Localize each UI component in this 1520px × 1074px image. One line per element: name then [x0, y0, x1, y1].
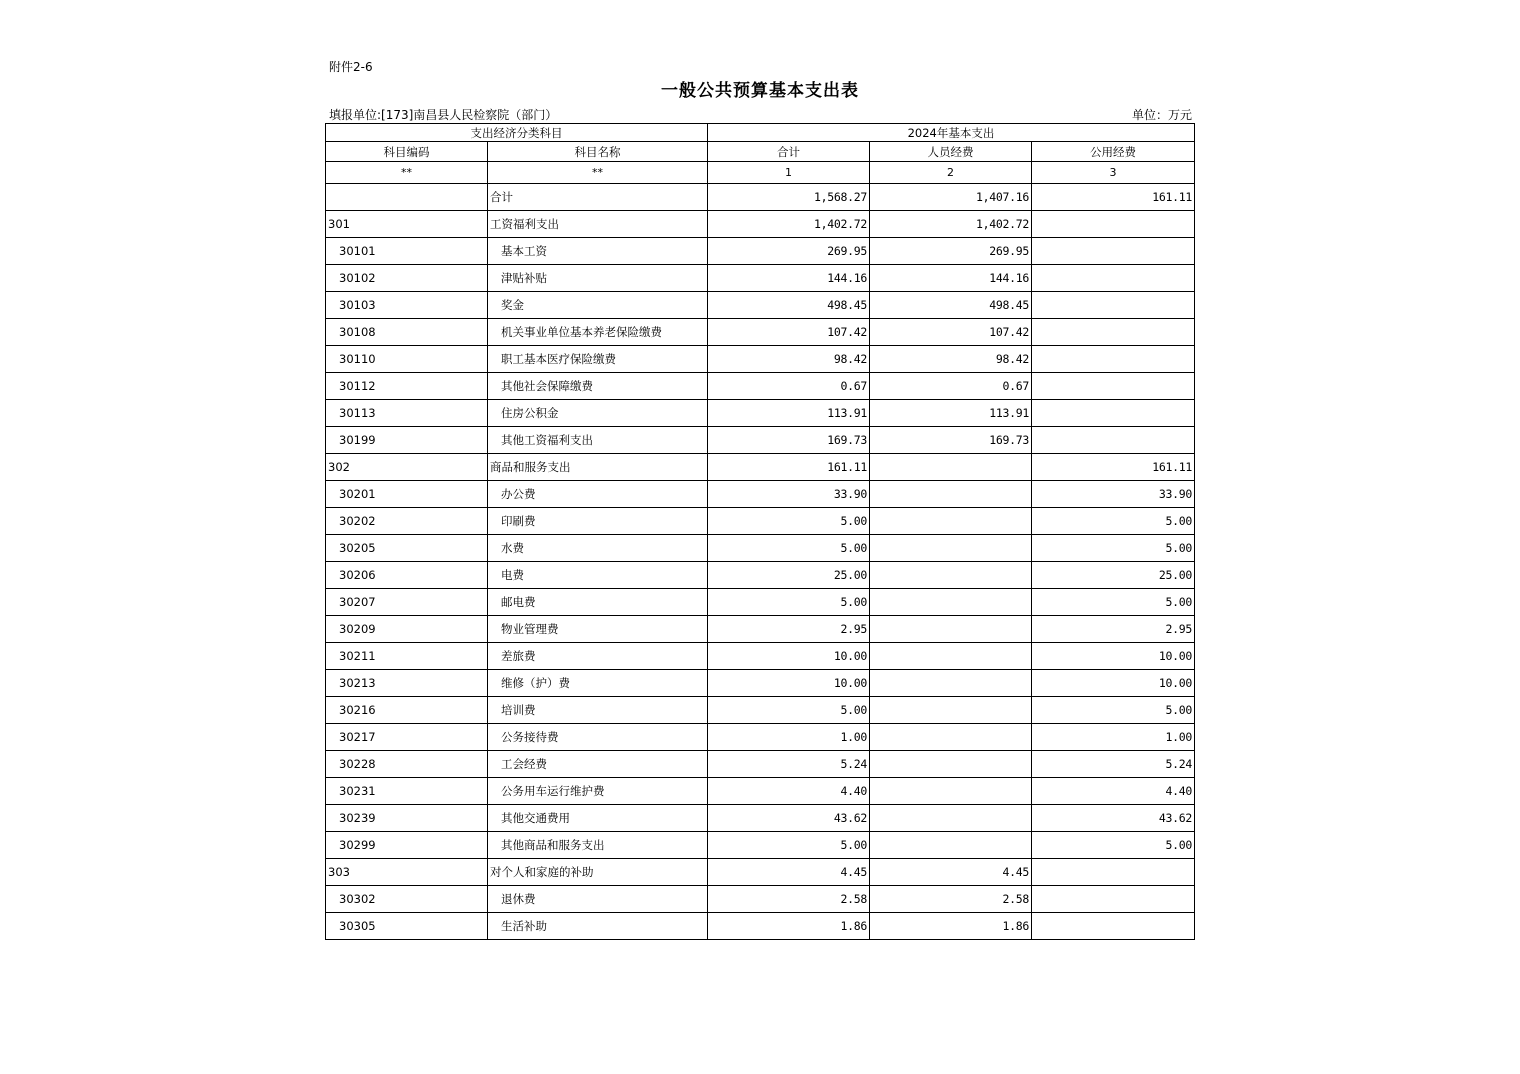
- cell-total: 1,568.27: [708, 184, 870, 211]
- cell-personnel: [870, 643, 1032, 670]
- cell-name: 工会经费: [488, 751, 708, 778]
- table-row: [326, 184, 1195, 211]
- cell-public: 5.00: [1032, 697, 1195, 724]
- table-row: [326, 805, 1195, 832]
- cell-personnel: [870, 454, 1032, 481]
- cell-total: 4.45: [708, 859, 870, 886]
- cell-public: 10.00: [1032, 670, 1195, 697]
- cell-public: [1032, 400, 1195, 427]
- cell-name: 合计: [488, 184, 708, 211]
- cell-total: 0.67: [708, 373, 870, 400]
- cell-total: 2.95: [708, 616, 870, 643]
- attachment-label: 附件2-6: [329, 60, 373, 74]
- cell-public: 33.90: [1032, 481, 1195, 508]
- cell-name: 机关事业单位基本养老保险缴费: [488, 319, 708, 346]
- cell-personnel: [870, 805, 1032, 832]
- cell-code: 30217: [326, 724, 488, 751]
- table-row: [326, 616, 1195, 643]
- cell-public: [1032, 913, 1195, 940]
- header-group-classification: 支出经济分类科目: [326, 124, 708, 142]
- cell-name: 其他工资福利支出: [488, 427, 708, 454]
- cell-code: 30103: [326, 292, 488, 319]
- table-row: [326, 886, 1195, 913]
- cell-name: 生活补助: [488, 913, 708, 940]
- table-row: [326, 832, 1195, 859]
- cell-public: 25.00: [1032, 562, 1195, 589]
- cell-personnel: [870, 751, 1032, 778]
- cell-code: 30108: [326, 319, 488, 346]
- cell-name: 住房公积金: [488, 400, 708, 427]
- cell-public: [1032, 265, 1195, 292]
- cell-name: 基本工资: [488, 238, 708, 265]
- cell-total: 5.00: [708, 589, 870, 616]
- cell-code: 30202: [326, 508, 488, 535]
- header-name: 科目名称: [488, 142, 708, 162]
- cell-personnel: 169.73: [870, 427, 1032, 454]
- cell-total: 4.40: [708, 778, 870, 805]
- cell-code: 303: [326, 859, 488, 886]
- table-row: [326, 373, 1195, 400]
- cell-total: 5.24: [708, 751, 870, 778]
- cell-public: 43.62: [1032, 805, 1195, 832]
- header-public: 公用经费: [1032, 142, 1195, 162]
- cell-personnel: 1.86: [870, 913, 1032, 940]
- cell-name: 职工基本医疗保险缴费: [488, 346, 708, 373]
- table-row: [326, 265, 1195, 292]
- cell-name: 印刷费: [488, 508, 708, 535]
- cell-personnel: [870, 481, 1032, 508]
- table-row: [326, 211, 1195, 238]
- cell-total: 2.58: [708, 886, 870, 913]
- cell-personnel: 113.91: [870, 400, 1032, 427]
- cell-public: 2.95: [1032, 616, 1195, 643]
- cell-public: 5.00: [1032, 508, 1195, 535]
- cell-personnel: 269.95: [870, 238, 1032, 265]
- table-row: [326, 697, 1195, 724]
- cell-code: 30228: [326, 751, 488, 778]
- cell-personnel: [870, 697, 1032, 724]
- header-group-expenditure: 2024年基本支出: [708, 124, 1195, 142]
- page-title: 一般公共预算基本支出表: [661, 81, 859, 101]
- cell-name: 其他商品和服务支出: [488, 832, 708, 859]
- cell-personnel: 1,407.16: [870, 184, 1032, 211]
- cell-public: [1032, 346, 1195, 373]
- cell-total: 498.45: [708, 292, 870, 319]
- cell-code: 30205: [326, 535, 488, 562]
- cell-code: 30199: [326, 427, 488, 454]
- cell-public: [1032, 886, 1195, 913]
- cell-name: 商品和服务支出: [488, 454, 708, 481]
- table-row: [326, 400, 1195, 427]
- table-row: [326, 724, 1195, 751]
- cell-personnel: 0.67: [870, 373, 1032, 400]
- cell-name: 公务用车运行维护费: [488, 778, 708, 805]
- table-row: [326, 238, 1195, 265]
- cell-personnel: [870, 589, 1032, 616]
- cell-personnel: 4.45: [870, 859, 1032, 886]
- cell-code: 30231: [326, 778, 488, 805]
- cell-total: 5.00: [708, 535, 870, 562]
- cell-personnel: [870, 724, 1032, 751]
- index-personnel: 2: [870, 162, 1032, 184]
- table-row: [326, 481, 1195, 508]
- table-row: [326, 913, 1195, 940]
- table-row: [326, 859, 1195, 886]
- cell-name: 退休费: [488, 886, 708, 913]
- cell-code: 30216: [326, 697, 488, 724]
- cell-public: [1032, 373, 1195, 400]
- cell-code: 30239: [326, 805, 488, 832]
- cell-public: 161.11: [1032, 454, 1195, 481]
- header-total: 合计: [708, 142, 870, 162]
- cell-name: 培训费: [488, 697, 708, 724]
- cell-code: 30299: [326, 832, 488, 859]
- cell-code: 30209: [326, 616, 488, 643]
- budget-table: [325, 123, 1195, 940]
- cell-code: 30207: [326, 589, 488, 616]
- cell-public: 1.00: [1032, 724, 1195, 751]
- table-row: [326, 670, 1195, 697]
- cell-public: [1032, 211, 1195, 238]
- reporting-unit: 填报单位:[173]南昌县人民检察院（部门）: [329, 108, 558, 122]
- cell-name: 维修（护）费: [488, 670, 708, 697]
- cell-total: 98.42: [708, 346, 870, 373]
- cell-total: 10.00: [708, 670, 870, 697]
- cell-name: 对个人和家庭的补助: [488, 859, 708, 886]
- cell-total: 10.00: [708, 643, 870, 670]
- table-row: [326, 751, 1195, 778]
- table-row: [326, 292, 1195, 319]
- cell-code: 30206: [326, 562, 488, 589]
- table-body: [326, 184, 1195, 940]
- cell-total: 113.91: [708, 400, 870, 427]
- cell-code: 30101: [326, 238, 488, 265]
- cell-personnel: 107.42: [870, 319, 1032, 346]
- cell-total: 1.00: [708, 724, 870, 751]
- table-row: [326, 643, 1195, 670]
- cell-public: [1032, 859, 1195, 886]
- cell-personnel: [870, 616, 1032, 643]
- header-personnel: 人员经费: [870, 142, 1032, 162]
- cell-code: 30213: [326, 670, 488, 697]
- cell-total: 5.00: [708, 697, 870, 724]
- cell-public: [1032, 427, 1195, 454]
- cell-public: 5.24: [1032, 751, 1195, 778]
- cell-code: 301: [326, 211, 488, 238]
- cell-name: 其他社会保障缴费: [488, 373, 708, 400]
- cell-code: 30112: [326, 373, 488, 400]
- cell-total: 43.62: [708, 805, 870, 832]
- cell-public: 5.00: [1032, 535, 1195, 562]
- cell-total: 5.00: [708, 508, 870, 535]
- header-group-row: [326, 124, 1195, 142]
- cell-personnel: 1,402.72: [870, 211, 1032, 238]
- cell-code: [326, 184, 488, 211]
- cell-total: 5.00: [708, 832, 870, 859]
- cell-name: 水费: [488, 535, 708, 562]
- cell-personnel: 98.42: [870, 346, 1032, 373]
- header-index-row: [326, 162, 1195, 184]
- cell-code: 30211: [326, 643, 488, 670]
- index-public: 3: [1032, 162, 1195, 184]
- cell-public: 5.00: [1032, 832, 1195, 859]
- cell-personnel: 144.16: [870, 265, 1032, 292]
- cell-total: 107.42: [708, 319, 870, 346]
- table-row: [326, 778, 1195, 805]
- cell-code: 30102: [326, 265, 488, 292]
- header-code: 科目编码: [326, 142, 488, 162]
- cell-public: 5.00: [1032, 589, 1195, 616]
- cell-name: 其他交通费用: [488, 805, 708, 832]
- cell-public: 4.40: [1032, 778, 1195, 805]
- cell-total: 144.16: [708, 265, 870, 292]
- table-row: [326, 454, 1195, 481]
- cell-total: 1.86: [708, 913, 870, 940]
- header-column-row: [326, 142, 1195, 162]
- table-row: [326, 535, 1195, 562]
- cell-personnel: 498.45: [870, 292, 1032, 319]
- cell-name: 公务接待费: [488, 724, 708, 751]
- table-row: [326, 589, 1195, 616]
- cell-total: 33.90: [708, 481, 870, 508]
- cell-public: [1032, 292, 1195, 319]
- index-total: 1: [708, 162, 870, 184]
- cell-name: 工资福利支出: [488, 211, 708, 238]
- table-row: [326, 427, 1195, 454]
- cell-name: 办公费: [488, 481, 708, 508]
- table-row: [326, 562, 1195, 589]
- cell-public: [1032, 238, 1195, 265]
- cell-personnel: [870, 670, 1032, 697]
- cell-total: 1,402.72: [708, 211, 870, 238]
- cell-personnel: [870, 562, 1032, 589]
- cell-personnel: [870, 508, 1032, 535]
- currency-unit: 单位：万元: [1131, 108, 1192, 122]
- cell-total: 25.00: [708, 562, 870, 589]
- cell-code: 30302: [326, 886, 488, 913]
- cell-code: 30305: [326, 913, 488, 940]
- cell-name: 奖金: [488, 292, 708, 319]
- index-name: **: [488, 162, 708, 184]
- cell-public: 161.11: [1032, 184, 1195, 211]
- table-row: [326, 319, 1195, 346]
- cell-name: 电费: [488, 562, 708, 589]
- cell-public: [1032, 319, 1195, 346]
- cell-code: 302: [326, 454, 488, 481]
- cell-name: 邮电费: [488, 589, 708, 616]
- cell-code: 30201: [326, 481, 488, 508]
- cell-personnel: 2.58: [870, 886, 1032, 913]
- cell-name: 津贴补贴: [488, 265, 708, 292]
- index-code: **: [326, 162, 488, 184]
- cell-code: 30110: [326, 346, 488, 373]
- table-row: [326, 508, 1195, 535]
- cell-code: 30113: [326, 400, 488, 427]
- cell-public: 10.00: [1032, 643, 1195, 670]
- cell-personnel: [870, 778, 1032, 805]
- cell-total: 169.73: [708, 427, 870, 454]
- cell-total: 161.11: [708, 454, 870, 481]
- cell-name: 物业管理费: [488, 616, 708, 643]
- cell-personnel: [870, 832, 1032, 859]
- cell-personnel: [870, 535, 1032, 562]
- cell-total: 269.95: [708, 238, 870, 265]
- table-row: [326, 346, 1195, 373]
- cell-name: 差旅费: [488, 643, 708, 670]
